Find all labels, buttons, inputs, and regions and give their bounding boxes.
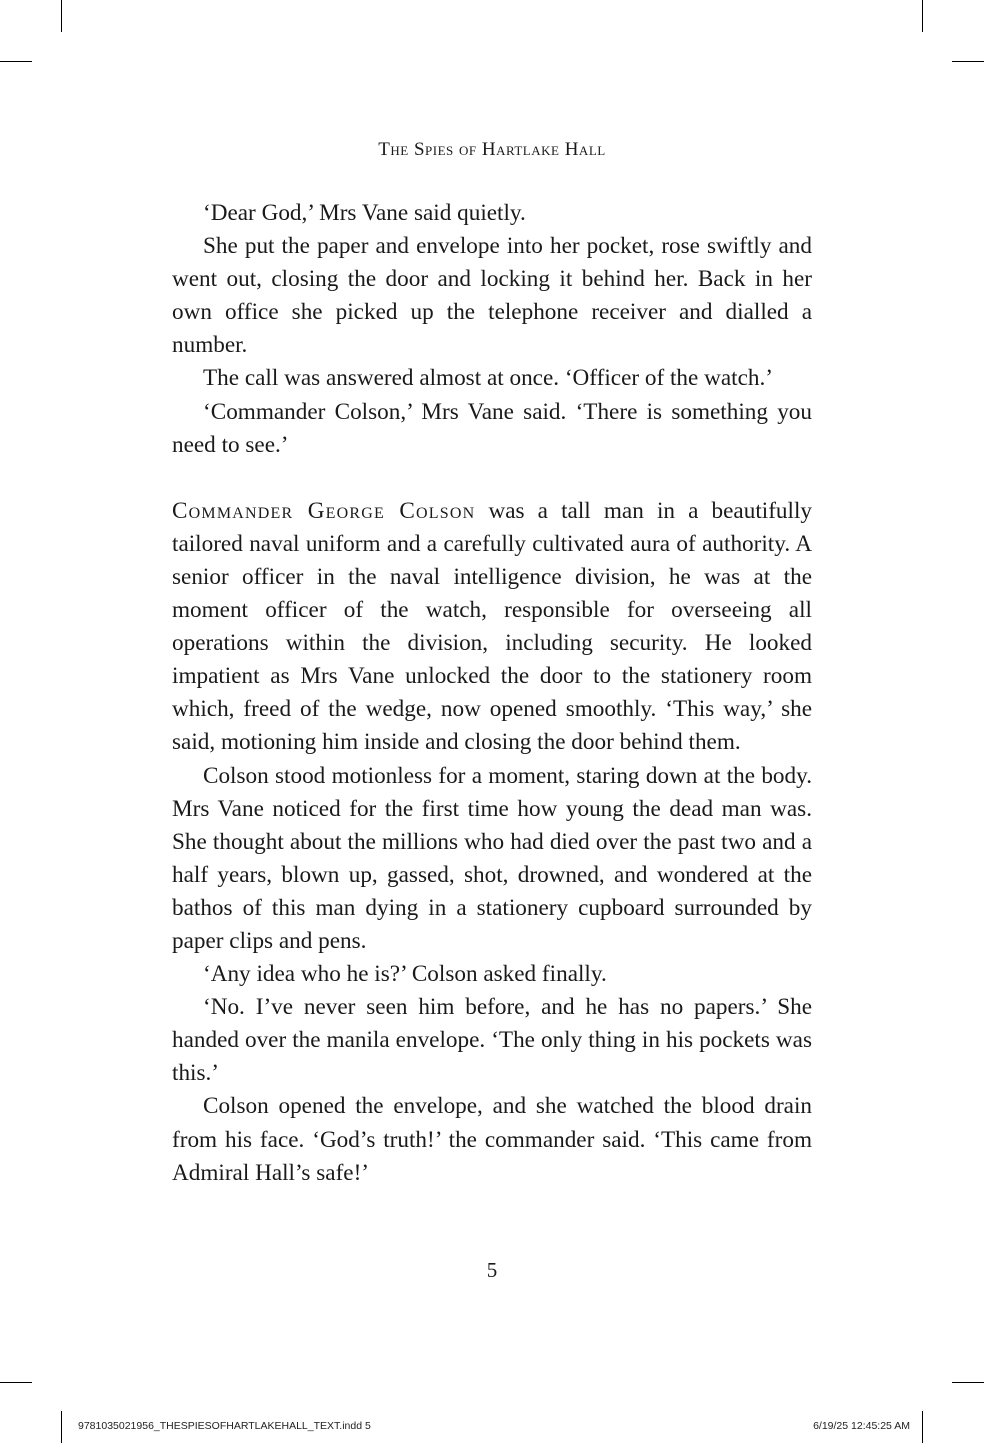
- crop-mark-bottom-right: [922, 1411, 923, 1443]
- paragraph: ‘No. I’ve never seen him before, and he has no papers.’ She handed over the manila envelope. ‘The only thing in his pockets was this.’: [172, 994, 812, 1087]
- crop-mark-top-left-h: [0, 61, 32, 62]
- lead-in-small-caps: Commander George Colson: [172, 497, 476, 524]
- paragraph: ‘Any idea who he is?’ Colson asked finally.: [203, 961, 607, 988]
- paragraph: ‘Commander Colson,’ Mrs Vane said. ‘There is something you need to see.’: [172, 398, 812, 458]
- crop-mark-bottom-right-h: [952, 1382, 984, 1383]
- running-head: The Spies of Hartlake Hall: [378, 139, 606, 160]
- paragraph: Colson stood motionless for a moment, staring down at the body. Mrs Vane noticed for the first time how young the dead man was. She thought about the millions who had died over the past two and a half years, blown up, gassed, shot, drowned, and wondered at the bathos of this man dying in a stationery cupboard surrounded by paper clips and pens.: [172, 762, 812, 954]
- crop-mark-top-right-h: [952, 61, 984, 62]
- section-opening-paragraph: [172, 495, 812, 760]
- page-number: 5: [486, 1258, 498, 1282]
- paragraph: ‘Dear God,’ Mrs Vane said quietly.: [203, 200, 526, 226]
- slug-file-info: 9781035021956_THESPIESOFHARTLAKEHALL_TEXT.indd 5: [78, 1420, 371, 1432]
- paragraph: Colson opened the envelope, and she watched the blood drain from his face. ‘God’s truth!’ the commander said. ‘This came from Admiral Hall’s safe!’: [172, 1093, 812, 1186]
- paragraph: The call was answered almost at once. ‘Officer of the watch.’: [203, 365, 773, 392]
- crop-mark-bottom-left-h: [0, 1382, 32, 1383]
- section-break: [172, 462, 812, 495]
- body-text: [172, 197, 812, 1190]
- crop-mark-top-left: [61, 0, 62, 32]
- section-opening-text: was a tall man in a beautifully tailored naval uniform and a carefully cultivated aura of authority. A senior officer in the naval intelligence division, he was at the moment officer of the watch, responsible for overseeing all operations within the division, including security. He looked impatient as Mrs Vane unlocked the door to the stationery room which, freed of the wedge, now opened smoothly. ‘This way,’ she said, motioning him inside and closing the door behind them.: [172, 497, 812, 756]
- paragraph: She put the paper and envelope into her pocket, rose swiftly and went out, closing the door and locking it behind her. Back in her own office she picked up the telephone receiver and dialled a number.: [172, 233, 812, 359]
- slug-timestamp: 6/19/25 12:45:25 AM: [813, 1420, 910, 1432]
- crop-mark-bottom-left: [61, 1411, 62, 1443]
- crop-mark-top-right: [922, 0, 923, 32]
